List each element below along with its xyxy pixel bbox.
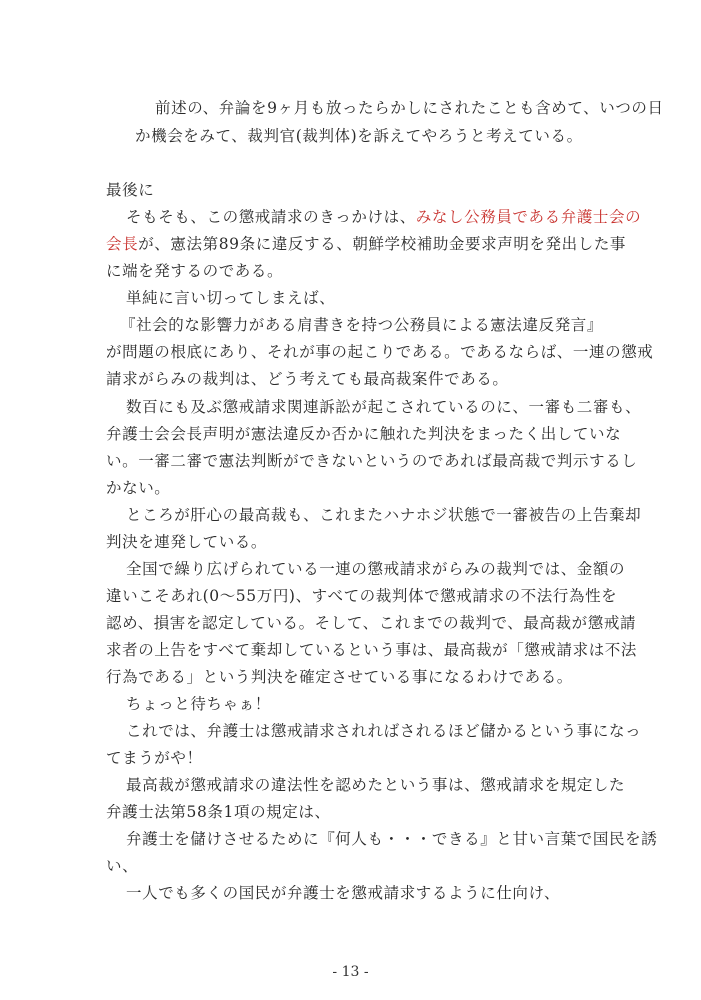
quoted-line: 『社会的な影響力がある肩書きを持つ公務員による憲法違反発言』 [120,316,604,334]
intro-text: そもそも、この懲戒請求のきっかけは、 [126,208,416,226]
section-heading: 最後に [106,181,155,199]
paragraph-text: が、憲法第89条に違反する、朝鮮学校補助金要求声明を発出した事 [138,235,627,253]
paragraph-line: 請求がらみの裁判は、どう考えても最高裁案件である。 [106,370,509,388]
paragraph-line: 弁護士を儲けさせるために『何人も・・・できる』と甘い言葉で国民を誘 [126,830,658,848]
paragraph-line: に端を発するのである。 [106,262,284,280]
paragraph-line: かない。 [106,479,171,497]
paragraph-line: 単純に言い切ってしまえば、 [126,289,336,307]
paragraph-line: てまうがや！ [106,749,203,767]
paragraph-line: 求者の上告をすべて棄却しているという事は、最高裁が「懲戒請求は不法 [106,641,637,659]
paragraph-line: ちょっと待ちゃぁ！ [126,695,271,713]
paragraph-line: これでは、弁護士は懲戒請求されればされるほど儲かるという事になっ [126,722,642,740]
paragraph-line: 行為である」という判決を確定させている事になるわけである。 [106,668,573,686]
paragraph-line: が問題の根底にあり、それが事の起こりである。であるならば、一連の懲戒 [106,343,654,361]
paragraph-line: 数百にも及ぶ懲戒請求関連訴訟が起こされているのに、一審も二審も、 [126,398,642,416]
paragraph-line: い、 [106,857,139,875]
paragraph-line: 前述の、弁論を9ヶ月も放ったらかしにされたことも含めて、いつの日 [155,99,664,117]
paragraph-line: 判決を連発している。 [106,533,268,551]
paragraph-line: 弁護士法第58条1項の規定は、 [106,803,331,821]
paragraph-line: い。一審二審で憲法判断ができないというのであれば最高裁で判示するし [106,452,638,470]
paragraph-line: ところが肝心の最高裁も、これまたハナホジ状態で一審被告の上告棄却 [126,506,642,524]
paragraph-line: か機会をみて、裁判官(裁判体)を訴えてやろうと考えている。 [135,127,583,145]
paragraph-line: 弁護士会会長声明が憲法違反か否かに触れた判決をまったく出していな [106,425,622,443]
paragraph-line: 一人でも多くの国民が弁護士を懲戒請求するように仕向け、 [126,884,561,902]
paragraph-line [126,207,641,227]
paragraph-line: 全国で繰り広げられている一連の懲戒請求がらみの裁判では、金額の [126,560,626,578]
highlighted-text: みなし公務員である弁護士会の [415,208,642,226]
paragraph-line: 違いこそあれ(0～55万円)、すべての裁判体で懲戒請求の不法行為性を [106,587,618,605]
paragraph-line: 最高裁が懲戒請求の違法性を認めたという事は、懲戒請求を規定した [126,776,626,794]
paragraph-line [106,234,626,254]
page-number: - 13 - [332,964,369,980]
highlighted-text: 会長 [106,235,139,253]
paragraph-line: 認め、損害を認定している。そして、これまでの裁判で、最高裁が懲戒請 [106,614,637,632]
